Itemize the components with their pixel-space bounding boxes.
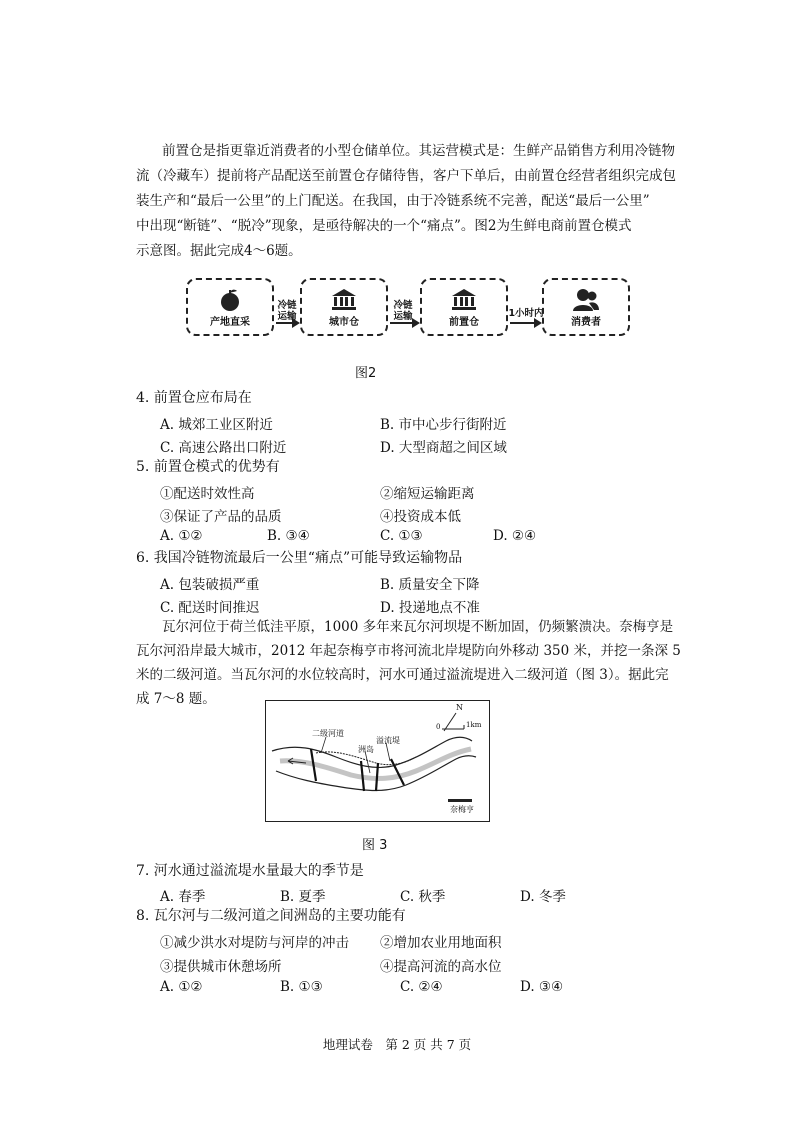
question-5-option-c[interactable]: C. ①③: [380, 528, 423, 544]
river-map: [266, 701, 488, 820]
question-8-stem: 8. 瓦尔河与二级河道之间洲岛的主要功能有: [136, 908, 406, 924]
page-footer: 地理试卷 第 2 页 共 7 页: [322, 1037, 472, 1052]
north-arrow-icon: [444, 713, 456, 731]
question-7-option-b[interactable]: B. 夏季: [280, 889, 326, 905]
question-8-option-a[interactable]: A. ①②: [160, 979, 203, 995]
figure-3-map: [265, 700, 490, 822]
flow-arrow-label: 冷链 运输: [393, 300, 413, 322]
map-label-city: 奈梅亨: [450, 805, 474, 814]
question-8-statement: ①减少洪水对堤防与河岸的冲击: [160, 935, 349, 951]
flow-box-consumer: [542, 278, 630, 336]
flow-arrow: [276, 322, 298, 324]
question-6-option-a[interactable]: A. 包装破损严重: [160, 577, 260, 593]
question-8-statement: ④提高河流的高水位: [380, 959, 502, 975]
question-8-statement: ②增加农业用地面积: [380, 935, 502, 951]
question-7-stem: 7. 河水通过溢流堤水量最大的季节是: [136, 863, 364, 879]
question-6-stem: 6. 我国冷链物流最后一公里“痛点”可能导致运输物品: [136, 550, 463, 566]
question-8-option-d[interactable]: D. ③④: [520, 979, 564, 995]
question-4-option-b[interactable]: B. 市中心步行街附近: [380, 417, 507, 433]
scale-zero: 0: [436, 723, 441, 731]
flow-box-label: 消费者: [571, 317, 601, 328]
question-5-statement: ③保证了产品的品质: [160, 509, 282, 525]
question-8-option-c[interactable]: C. ②④: [400, 979, 443, 995]
intro-line: 瓦尔河沿岸最大城市，2012 年起奈梅亨市将河流北岸堤防向外移动 350 米，并挖一条深 5: [136, 643, 681, 659]
flow-arrow: [510, 322, 540, 324]
question-5-statement: ①配送时效性高: [160, 486, 255, 502]
map-label-channel: 二级河道: [312, 729, 344, 738]
map-label-weir: 溢流堤: [376, 736, 400, 745]
north-label: N: [456, 703, 463, 712]
question-5-option-b[interactable]: B. ③④: [267, 528, 310, 544]
intro-line: 前置仓是指更靠近消费者的小型仓储单位。其运营模式是：生鲜产品销售方利用冷链物: [162, 143, 675, 159]
question-4-option-c[interactable]: C. 高速公路出口附近: [160, 440, 287, 456]
flow-arrow-label: 冷链 运输: [277, 300, 297, 322]
flow-arrow-label: 1小时内: [508, 308, 544, 319]
question-5-option-d[interactable]: D. ②④: [493, 528, 537, 544]
city-marker: [448, 799, 472, 802]
warehouse-icon: [451, 288, 477, 314]
question-6-option-b[interactable]: B. 质量安全下降: [380, 577, 480, 593]
intro-line: 米的二级河道。当瓦尔河的水位较高时，河水可通过溢流堤进入二级河道（图 3）。据此完: [136, 667, 669, 683]
flow-box-front-warehouse: [420, 278, 508, 336]
fruit-icon: [217, 288, 243, 316]
map-label-island: 洲岛: [358, 745, 374, 754]
flow-box-origin: [186, 278, 274, 336]
question-7-option-d[interactable]: D. 冬季: [520, 889, 566, 905]
question-4-stem: 4. 前置仓应布局在: [136, 390, 252, 406]
question-8-statement: ③提供城市休憩场所: [160, 959, 282, 975]
flow-box-label: 城市仓: [329, 317, 359, 328]
flow-box-label: 前置仓: [449, 317, 479, 328]
flow-box-label: 产地直采: [210, 317, 250, 328]
question-4-option-a[interactable]: A. 城郊工业区附近: [160, 417, 273, 433]
intro-line: 瓦尔河位于荷兰低洼平原，1000 多年来瓦尔河坝堤不断加固，仍频繁溃决。奈梅亨是: [162, 619, 674, 635]
question-5-option-a[interactable]: A. ①②: [160, 528, 203, 544]
question-8-option-b[interactable]: B. ①③: [280, 979, 323, 995]
intro-line: 流（冷藏车）提前将产品配送至前置仓存储待售，客户下单后，由前置仓经营者组织完成包: [136, 168, 676, 184]
question-7-option-a[interactable]: A. 春季: [160, 889, 206, 905]
intro-line: 装生产和“最后一公里”的上门配送。在我国，由于冷链系统不完善，配送“最后一公里”: [136, 193, 650, 209]
river-channel: [280, 749, 471, 778]
scale-label: 1km: [466, 721, 482, 729]
question-5-stem: 5. 前置仓模式的优势有: [136, 459, 280, 475]
question-7-option-c[interactable]: C. 秋季: [400, 889, 446, 905]
figure-caption: 图 3: [362, 838, 388, 853]
figure-caption: 图2: [355, 366, 377, 381]
user-icon: [572, 288, 600, 316]
intro-line: 示意图。据此完成4～6题。: [136, 243, 302, 259]
question-6-option-d[interactable]: D. 投递地点不准: [380, 600, 480, 616]
leader-line: [321, 737, 326, 753]
flow-arrow: [390, 322, 418, 324]
warehouse-icon: [331, 288, 357, 314]
question-5-statement: ④投资成本低: [380, 509, 461, 525]
flow-box-city-warehouse: [300, 278, 388, 336]
question-4-option-d[interactable]: D. 大型商超之间区域: [380, 440, 507, 456]
question-5-statement: ②缩短运输距离: [380, 486, 475, 502]
question-6-option-c[interactable]: C. 配送时间推迟: [160, 600, 260, 616]
intro-line: 中出现“断链”、“脱冷”现象，是亟待解决的一个“痛点”。图2为生鲜电商前置仓模式: [136, 218, 632, 234]
intro-line: 成 7～8 题。: [136, 691, 216, 707]
